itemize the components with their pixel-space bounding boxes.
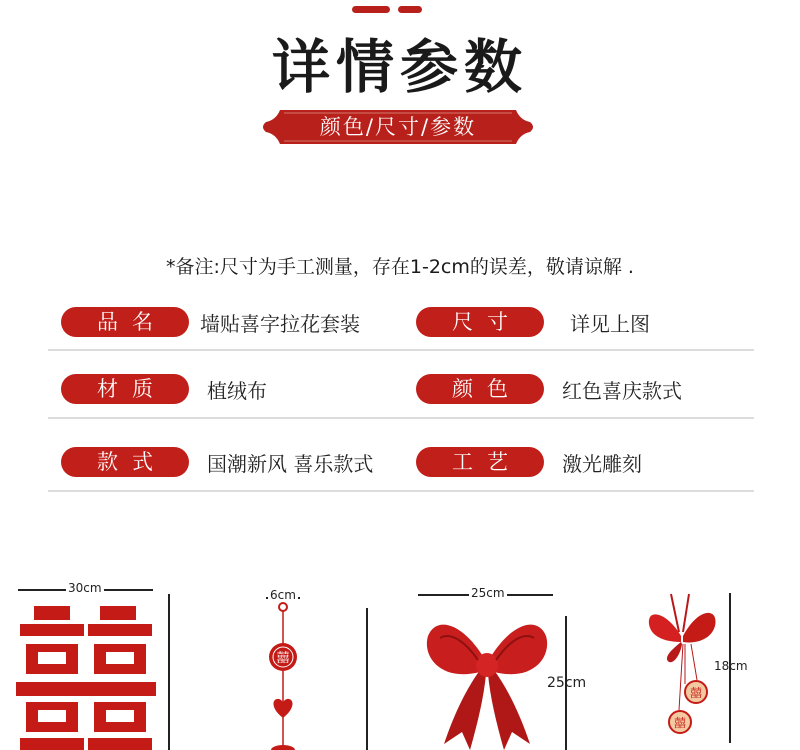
dimension-label: 18cm: [714, 659, 748, 673]
param-value-color: 红色喜庆款式: [562, 379, 682, 403]
param-value-material: 植绒布: [207, 379, 267, 403]
dimension-label: 25cm: [547, 675, 587, 691]
subtitle-text: 颜色/尺寸/参数: [319, 115, 477, 139]
subtitle-banner: [258, 108, 538, 146]
param-label-name: 品名: [61, 307, 189, 337]
row-divider: [48, 349, 754, 351]
svg-text:囍: 囍: [673, 716, 687, 730]
param-value-size: 详见上图: [570, 312, 650, 336]
svg-text:囍: 囍: [689, 686, 703, 700]
dimension-line: [366, 608, 368, 750]
red-bow-image: [422, 612, 552, 750]
dimension-line: [168, 594, 170, 750]
dimension-label: 6cm: [270, 588, 296, 602]
row-divider: [48, 490, 754, 492]
param-label-style: 款式: [61, 447, 189, 477]
row-divider: [48, 417, 754, 419]
param-label-material: 材质: [61, 374, 189, 404]
param-value-style: 国潮新风 喜乐款式: [207, 452, 374, 476]
page-title: 详情参数: [271, 33, 528, 101]
butterfly-ornament-image: [645, 592, 721, 742]
svg-text:囍: 囍: [276, 651, 290, 666]
hanging-garland-image: [262, 600, 306, 750]
measurement-note: *备注:尺寸为手工测量，存在1-2cm的误差，敬请谅解 .: [166, 256, 634, 278]
param-value-name: 墙贴喜字拉花套装: [200, 312, 360, 336]
dimension-label: 30cm: [68, 581, 102, 595]
param-label-size: 尺寸: [416, 307, 544, 337]
param-label-color: 颜色: [416, 374, 544, 404]
param-label-craft: 工艺: [416, 447, 544, 477]
param-value-craft: 激光雕刻: [562, 452, 642, 476]
dimension-label: 25cm: [471, 586, 505, 600]
header-decoration-left: [352, 6, 390, 13]
header-decoration-right: [398, 6, 422, 13]
double-happiness-decal-image: [16, 606, 156, 750]
